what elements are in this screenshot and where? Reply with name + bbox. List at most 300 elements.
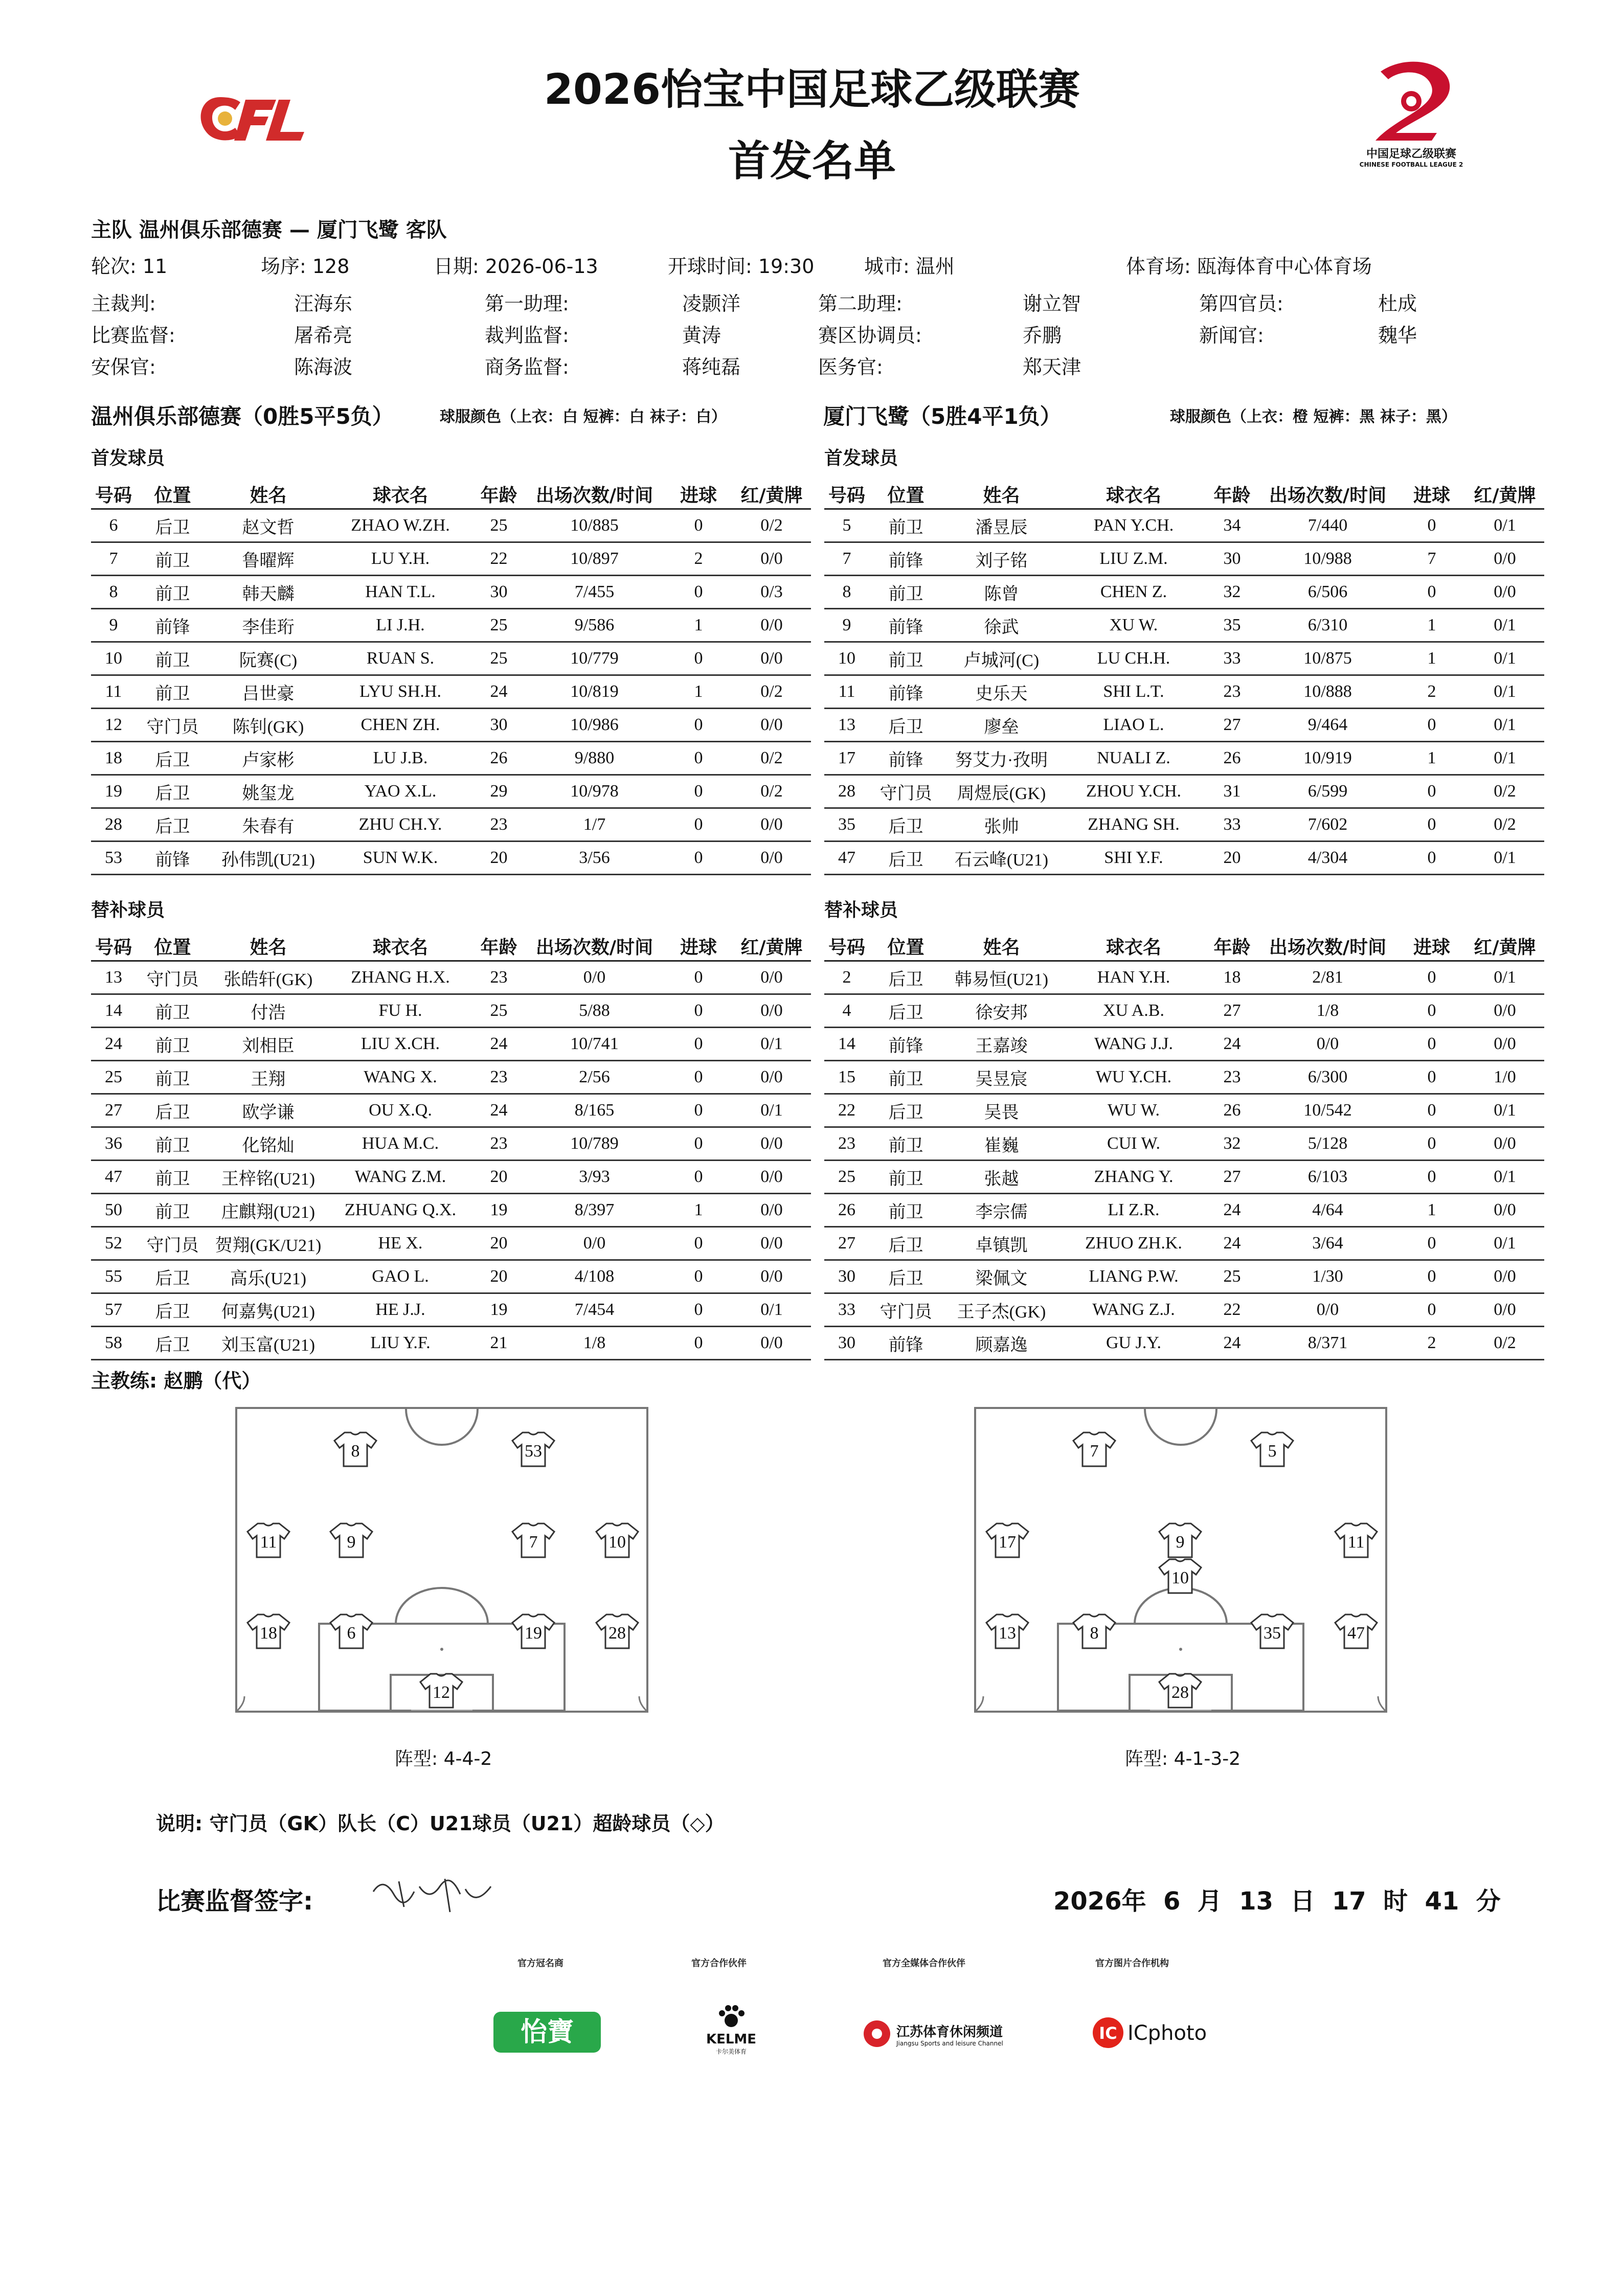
player-cell: 2: [1398, 675, 1465, 709]
player-cell: 27: [91, 1094, 136, 1127]
player-cell: 23: [1207, 675, 1257, 709]
player-cell: 9: [824, 609, 869, 642]
jersey-number: 8: [351, 1442, 360, 1461]
player-cell: 0: [1398, 808, 1465, 842]
player-jersey: [329, 1521, 373, 1559]
column-header: 进球: [1398, 480, 1465, 509]
player-jersey: [595, 1521, 639, 1559]
player-row: [91, 609, 811, 642]
player-cell: 3/56: [524, 842, 665, 875]
player-cell: 24: [1207, 1227, 1257, 1260]
player-cell: 0: [665, 709, 732, 742]
player-cell: LYU SH.H.: [327, 675, 473, 709]
player-row: [824, 842, 1544, 875]
player-cell: 何嘉隽(U21): [209, 1293, 327, 1327]
player-cell: 58: [91, 1327, 136, 1360]
player-cell: 9/464: [1257, 709, 1398, 742]
player-cell: 贺翔(GK/U21): [209, 1227, 327, 1260]
player-row: [91, 1227, 811, 1260]
jersey-number: 11: [260, 1533, 277, 1552]
player-cell: 30: [473, 576, 524, 609]
player-cell: 前卫: [869, 1161, 942, 1194]
player-cell: 0: [1398, 1161, 1465, 1194]
player-cell: 22: [1207, 1293, 1257, 1327]
away-starters-table: [824, 480, 1544, 875]
official-name: 郑天津: [1023, 356, 1081, 378]
player-cell: 前卫: [869, 1061, 942, 1094]
player-cell: 36: [91, 1127, 136, 1161]
official-name: 蒋纯磊: [682, 356, 741, 378]
player-cell: SHI L.T.: [1061, 675, 1207, 709]
player-cell: 0/0: [732, 842, 811, 875]
jersey-number: 8: [1090, 1624, 1099, 1643]
player-jersey: [595, 1612, 639, 1650]
home-team-name: 温州俱乐部德赛（0胜5平5负）: [91, 404, 394, 429]
player-cell: NUALI Z.: [1061, 742, 1207, 775]
player-cell: 后卫: [136, 742, 209, 775]
player-jersey: [1250, 1612, 1294, 1650]
player-cell: ZHANG SH.: [1061, 808, 1207, 842]
player-cell: 24: [473, 1094, 524, 1127]
player-cell: CUI W.: [1061, 1127, 1207, 1161]
player-cell: 34: [1207, 509, 1257, 542]
column-header: 球衣名: [327, 480, 473, 509]
kickoff-time: 开球时间: 19:30: [668, 255, 815, 278]
player-jersey: [1072, 1430, 1116, 1468]
player-cell: 10/888: [1257, 675, 1398, 709]
player-cell: 12: [91, 709, 136, 742]
head-coach: 主教练: 赵鹏（代）: [91, 1370, 261, 1392]
player-row: [824, 1227, 1544, 1260]
player-cell: 21: [473, 1327, 524, 1360]
player-row: [91, 642, 811, 675]
away-team-name: 厦门飞鹭（5胜4平1负）: [823, 404, 1062, 429]
player-cell: 33: [1207, 808, 1257, 842]
player-cell: 29: [473, 775, 524, 808]
player-cell: 后卫: [869, 709, 942, 742]
player-cell: 0: [665, 961, 732, 994]
player-cell: 10: [91, 642, 136, 675]
player-cell: 4: [824, 994, 869, 1028]
player-cell: 欧学谦: [209, 1094, 327, 1127]
player-cell: 0: [665, 775, 732, 808]
player-cell: 0/2: [732, 675, 811, 709]
column-header: 出场次数/时间: [524, 931, 665, 961]
player-cell: 7/602: [1257, 808, 1398, 842]
player-cell: 0/3: [732, 576, 811, 609]
player-cell: 前卫: [136, 542, 209, 576]
player-row: [824, 1094, 1544, 1127]
player-cell: 0: [665, 1028, 732, 1061]
player-cell: 守门员: [869, 1293, 942, 1327]
sponsor-label-partner: 官方合作伙伴: [691, 1958, 747, 1969]
player-cell: 后卫: [869, 808, 942, 842]
player-cell: 1: [665, 675, 732, 709]
player-row: [91, 1194, 811, 1227]
player-cell: 0: [665, 1127, 732, 1161]
player-cell: 0/0: [732, 1260, 811, 1293]
player-cell: 0/0: [1465, 1127, 1544, 1161]
player-cell: 0/0: [1465, 1194, 1544, 1227]
player-cell: 33: [824, 1293, 869, 1327]
player-cell: WU Y.CH.: [1061, 1061, 1207, 1094]
player-jersey: [985, 1612, 1029, 1650]
player-cell: 0: [665, 1161, 732, 1194]
official-role: 医务官:: [818, 356, 883, 378]
player-cell: 0: [1398, 1227, 1465, 1260]
player-cell: 后卫: [136, 808, 209, 842]
player-cell: 0/1: [732, 1028, 811, 1061]
player-cell: 后卫: [869, 994, 942, 1028]
jersey-number: 5: [1268, 1442, 1277, 1461]
player-cell: 1/8: [524, 1327, 665, 1360]
player-cell: 0/2: [732, 775, 811, 808]
player-cell: 9: [91, 609, 136, 642]
player-cell: 6/300: [1257, 1061, 1398, 1094]
player-cell: 0: [665, 1293, 732, 1327]
player-cell: LI Z.R.: [1061, 1194, 1207, 1227]
player-cell: 14: [824, 1028, 869, 1061]
player-jersey: [1334, 1612, 1378, 1650]
player-cell: 0/1: [1465, 709, 1544, 742]
player-cell: 4/64: [1257, 1194, 1398, 1227]
player-row: [824, 609, 1544, 642]
player-cell: 后卫: [136, 775, 209, 808]
player-cell: 后卫: [136, 1260, 209, 1293]
player-row: [91, 1161, 811, 1194]
player-cell: 0: [1398, 1061, 1465, 1094]
player-cell: 10/741: [524, 1028, 665, 1061]
player-cell: 韩易恒(U21): [942, 961, 1061, 994]
column-header: 出场次数/时间: [1257, 931, 1398, 961]
player-cell: 0: [1398, 1127, 1465, 1161]
player-row: [91, 509, 811, 542]
player-cell: GAO L.: [327, 1260, 473, 1293]
player-cell: 0/0: [1465, 1293, 1544, 1327]
jersey-number: 28: [608, 1624, 626, 1643]
player-cell: 0/0: [1465, 1028, 1544, 1061]
away-starters-label: 首发球员: [824, 448, 898, 469]
signature-time: 2026年 6 月 13 日 17 时 41 分: [1053, 1887, 1501, 1916]
column-header: 出场次数/时间: [524, 480, 665, 509]
column-header: 球衣名: [1061, 931, 1207, 961]
player-cell: 0/0: [732, 994, 811, 1028]
player-jersey: [511, 1430, 555, 1468]
player-cell: 后卫: [869, 1260, 942, 1293]
away-subs-table: [824, 931, 1544, 1360]
sponsor-kelme-logo: [701, 2004, 762, 2060]
player-cell: 24: [473, 675, 524, 709]
column-header: 红/黄牌: [1465, 931, 1544, 961]
player-cell: 25: [824, 1161, 869, 1194]
player-cell: 47: [91, 1161, 136, 1194]
player-cell: 0/0: [732, 1327, 811, 1360]
player-cell: 0/1: [732, 1293, 811, 1327]
player-jersey: [1250, 1430, 1294, 1468]
player-cell: CHEN ZH.: [327, 709, 473, 742]
column-header: 号码: [91, 931, 136, 961]
player-cell: 3/93: [524, 1161, 665, 1194]
player-cell: 0/1: [1465, 1161, 1544, 1194]
official-name: 杜成: [1378, 292, 1417, 315]
column-header: 姓名: [209, 480, 327, 509]
player-row: [91, 1260, 811, 1293]
player-cell: ZHAO W.ZH.: [327, 509, 473, 542]
player-cell: 22: [824, 1094, 869, 1127]
player-cell: 0/0: [1257, 1293, 1398, 1327]
home-starters-table: [91, 480, 811, 875]
official-name: 黄涛: [682, 324, 721, 347]
player-cell: 19: [473, 1194, 524, 1227]
player-cell: 11: [91, 675, 136, 709]
page-subtitle: 首发名单: [728, 137, 896, 186]
player-cell: ZHUANG Q.X.: [327, 1194, 473, 1227]
home-formation: 阵型: 4-4-2: [395, 1748, 492, 1769]
player-row: [824, 1127, 1544, 1161]
official-name: 汪海东: [294, 292, 353, 315]
player-row: [824, 1260, 1544, 1293]
player-cell: 0/1: [1465, 1227, 1544, 1260]
jersey-number: 9: [1176, 1533, 1185, 1552]
player-cell: 6/599: [1257, 775, 1398, 808]
official-role: 第一助理:: [485, 292, 569, 315]
player-cell: 0/0: [1465, 542, 1544, 576]
official-name: 屠希亮: [294, 324, 353, 347]
player-cell: LI J.H.: [327, 609, 473, 642]
player-cell: 卓镇凯: [942, 1227, 1061, 1260]
official-role: 第四官员:: [1199, 292, 1283, 315]
player-cell: 57: [91, 1293, 136, 1327]
player-cell: 13: [824, 709, 869, 742]
player-cell: 8: [91, 576, 136, 609]
player-cell: 0: [1398, 709, 1465, 742]
jersey-number: 9: [347, 1533, 356, 1552]
player-cell: 前锋: [869, 542, 942, 576]
player-cell: OU X.Q.: [327, 1094, 473, 1127]
official-role: 新闻官:: [1199, 324, 1264, 347]
icphoto-text: ICphoto: [1127, 2021, 1207, 2045]
player-cell: 20: [1207, 842, 1257, 875]
player-row: [91, 1061, 811, 1094]
kelme-cn-text: 卡尔美体育: [715, 2048, 747, 2055]
player-cell: YAO X.L.: [327, 775, 473, 808]
player-cell: 5/88: [524, 994, 665, 1028]
player-cell: 28: [824, 775, 869, 808]
player-cell: ZHANG H.X.: [327, 961, 473, 994]
player-cell: 25: [473, 609, 524, 642]
player-jersey: [985, 1521, 1029, 1559]
column-header: 年龄: [473, 931, 524, 961]
player-cell: 0: [1398, 1260, 1465, 1293]
player-row: [91, 1127, 811, 1161]
player-cell: 0: [665, 994, 732, 1028]
player-cell: 24: [1207, 1194, 1257, 1227]
player-cell: 35: [1207, 609, 1257, 642]
player-cell: 27: [1207, 994, 1257, 1028]
player-cell: 后卫: [136, 1094, 209, 1127]
official-role: 比赛监督:: [91, 324, 175, 347]
player-row: [824, 542, 1544, 576]
player-cell: 孙伟凯(U21): [209, 842, 327, 875]
player-cell: 刘玉富(U21): [209, 1327, 327, 1360]
player-cell: 0: [665, 1094, 732, 1127]
player-cell: 8: [824, 576, 869, 609]
player-cell: 0/1: [1465, 1094, 1544, 1127]
player-cell: WANG J.J.: [1061, 1028, 1207, 1061]
player-cell: 24: [473, 1028, 524, 1061]
column-header: 出场次数/时间: [1257, 480, 1398, 509]
column-header: 球衣名: [1061, 480, 1207, 509]
player-cell: 0/0: [524, 961, 665, 994]
player-row: [91, 808, 811, 842]
league-logo-cn: 中国足球乙级联赛: [1366, 148, 1456, 161]
player-cell: ZHUO ZH.K.: [1061, 1227, 1207, 1260]
player-cell: 0/2: [732, 742, 811, 775]
home-subs-label: 替补球员: [91, 900, 165, 921]
column-header: 号码: [824, 931, 869, 961]
column-header: 号码: [91, 480, 136, 509]
player-cell: 20: [473, 1161, 524, 1194]
player-cell: 0/0: [732, 1061, 811, 1094]
player-cell: 1: [1398, 1194, 1465, 1227]
svg-text:IC: IC: [1099, 2024, 1117, 2043]
legend-notes: 说明: 守门员（GK）队长（C）U21球员（U21）超龄球员（◇）: [156, 1812, 725, 1835]
player-cell: HAN Y.H.: [1061, 961, 1207, 994]
player-cell: 2/81: [1257, 961, 1398, 994]
player-cell: 前卫: [136, 1127, 209, 1161]
sponsor-icphoto-logo: [1092, 2014, 1207, 2055]
round: 轮次: 11: [91, 255, 168, 278]
player-cell: 10/542: [1257, 1094, 1398, 1127]
player-cell: 7/454: [524, 1293, 665, 1327]
column-header: 号码: [824, 480, 869, 509]
player-cell: 30: [824, 1260, 869, 1293]
player-cell: ZHANG Y.: [1061, 1161, 1207, 1194]
player-cell: 0: [665, 509, 732, 542]
player-cell: 33: [1207, 642, 1257, 675]
jersey-number: 10: [1171, 1568, 1189, 1587]
player-cell: 0: [665, 1227, 732, 1260]
column-header: 进球: [665, 931, 732, 961]
player-cell: 0/0: [732, 961, 811, 994]
player-cell: 0: [1398, 842, 1465, 875]
player-row: [91, 1293, 811, 1327]
player-cell: 7/440: [1257, 509, 1398, 542]
player-cell: LU Y.H.: [327, 542, 473, 576]
player-cell: 26: [1207, 742, 1257, 775]
jsbc-en-text: Jiangsu Sports and leisure Channel: [896, 2040, 1003, 2047]
player-cell: LIU Y.F.: [327, 1327, 473, 1360]
player-row: [91, 775, 811, 808]
away-formation-pitch: [974, 1407, 1387, 1713]
player-cell: 化铭灿: [209, 1127, 327, 1161]
player-cell: 前卫: [869, 1127, 942, 1161]
player-cell: 前锋: [869, 1028, 942, 1061]
player-cell: 25: [473, 994, 524, 1028]
player-cell: 石云峰(U21): [942, 842, 1061, 875]
player-cell: 后卫: [136, 509, 209, 542]
player-cell: 前卫: [869, 509, 942, 542]
player-cell: 鲁曜辉: [209, 542, 327, 576]
stadium: 体育场: 瓯海体育中心体育场: [1126, 255, 1372, 278]
player-cell: 3/64: [1257, 1227, 1398, 1260]
player-cell: 0/0: [732, 1194, 811, 1227]
player-cell: 1: [665, 1194, 732, 1227]
player-cell: SHI Y.F.: [1061, 842, 1207, 875]
away-formation: 阵型: 4-1-3-2: [1125, 1748, 1241, 1769]
player-cell: 14: [91, 994, 136, 1028]
player-cell: 47: [824, 842, 869, 875]
player-cell: 0/2: [1465, 808, 1544, 842]
sponsor-label-photo: 官方图片合作机构: [1095, 1958, 1169, 1969]
player-cell: LU CH.H.: [1061, 642, 1207, 675]
player-row: [91, 576, 811, 609]
official-role: 商务监督:: [485, 356, 569, 378]
player-cell: 18: [1207, 961, 1257, 994]
player-row: [91, 1327, 811, 1360]
player-cell: 前锋: [136, 609, 209, 642]
sponsor-jsbc-logo: [862, 2018, 1025, 2054]
player-cell: 7: [824, 542, 869, 576]
player-cell: ZHU CH.Y.: [327, 808, 473, 842]
player-cell: 10/988: [1257, 542, 1398, 576]
player-jersey: [1158, 1557, 1202, 1595]
player-cell: 10/919: [1257, 742, 1398, 775]
player-row: [824, 1061, 1544, 1094]
player-cell: 周煜辰(GK): [942, 775, 1061, 808]
player-cell: XU W.: [1061, 609, 1207, 642]
player-row: [91, 1028, 811, 1061]
player-cell: 10/897: [524, 542, 665, 576]
player-cell: 守门员: [136, 961, 209, 994]
player-jersey: [246, 1521, 290, 1559]
player-cell: 卢家彬: [209, 742, 327, 775]
player-cell: 吴昱宸: [942, 1061, 1061, 1094]
player-cell: 17: [824, 742, 869, 775]
player-cell: 梁佩文: [942, 1260, 1061, 1293]
player-cell: 王梓铭(U21): [209, 1161, 327, 1194]
player-cell: 0: [1398, 1028, 1465, 1061]
player-cell: 1: [1398, 742, 1465, 775]
player-cell: ZHOU Y.CH.: [1061, 775, 1207, 808]
player-cell: 李佳珩: [209, 609, 327, 642]
player-cell: 0/2: [1465, 775, 1544, 808]
player-cell: 0/0: [732, 1161, 811, 1194]
jersey-number: 19: [525, 1624, 542, 1643]
player-row: [824, 775, 1544, 808]
player-cell: GU J.Y.: [1061, 1327, 1207, 1360]
player-row: [91, 742, 811, 775]
player-cell: 6/310: [1257, 609, 1398, 642]
player-cell: 0/1: [1465, 842, 1544, 875]
jersey-number: 10: [608, 1533, 626, 1552]
player-cell: 11: [824, 675, 869, 709]
player-cell: 史乐天: [942, 675, 1061, 709]
home-kit-colors: 球服颜色（上衣：白 短裤：白 袜子：白）: [440, 408, 727, 426]
jersey-number: 17: [999, 1533, 1016, 1552]
column-header: 进球: [665, 480, 732, 509]
player-row: [824, 1327, 1544, 1360]
player-cell: 32: [1207, 576, 1257, 609]
official-role: 主裁判:: [91, 292, 156, 315]
player-cell: 守门员: [136, 709, 209, 742]
player-cell: 0/0: [1465, 576, 1544, 609]
player-cell: 53: [91, 842, 136, 875]
player-cell: 8/397: [524, 1194, 665, 1227]
player-cell: 10/986: [524, 709, 665, 742]
player-cell: 10/819: [524, 675, 665, 709]
player-cell: 前卫: [136, 1061, 209, 1094]
